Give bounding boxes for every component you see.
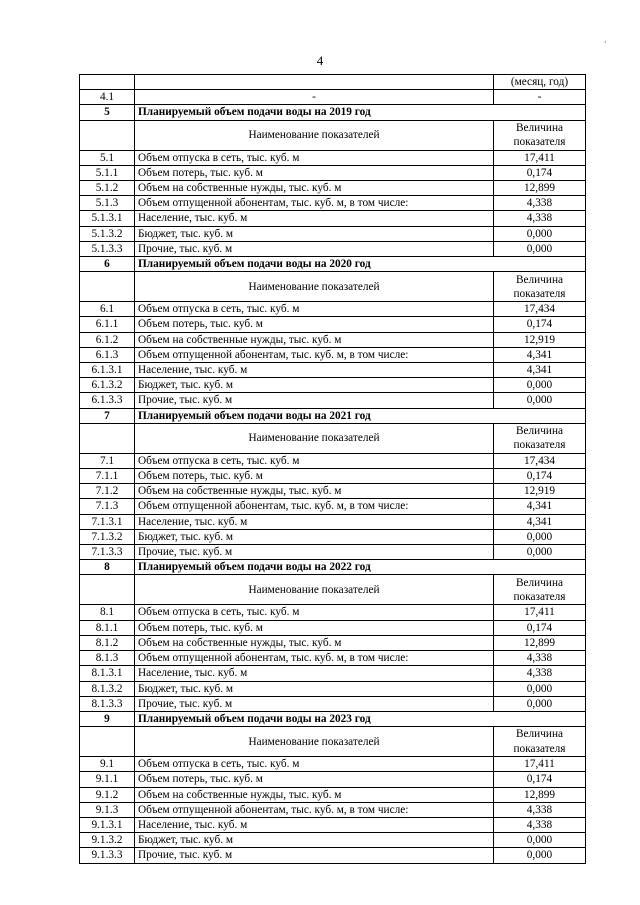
row-number: 5.1.1: [80, 165, 135, 180]
table-row: [80, 772, 586, 787]
table-row: [80, 651, 586, 666]
row-value: 4,341: [494, 514, 586, 529]
column-header-name: Наименование показателей: [135, 423, 494, 453]
row-name: Объем на собственные нужды, тыс. куб. м: [135, 181, 494, 196]
page-number: 4: [316, 53, 324, 68]
row-name: Объем отпущенной абонентам, тыс. куб. м, в том числе:: [135, 499, 494, 514]
row-name: Объем отпуска в сеть, тыс. куб. м: [135, 453, 494, 468]
row-number: 5.1: [80, 150, 135, 165]
column-header-row: [80, 423, 586, 453]
column-header-value: [494, 423, 586, 453]
column-header-value-line1: Величина: [515, 576, 564, 589]
table-row: [80, 241, 586, 256]
row-value: 17,411: [494, 605, 586, 620]
row-number: 8.1.3.2: [80, 681, 135, 696]
row-name: Население, тыс. куб. м: [135, 514, 494, 529]
row-value: 17,411: [494, 150, 586, 165]
row-value: 0,000: [494, 696, 586, 711]
table-row: [80, 605, 586, 620]
column-header-value-line1: Величина: [515, 728, 564, 741]
row-value: 4,338: [494, 651, 586, 666]
row-number: 6.1.3.1: [80, 363, 135, 378]
row-value: 4,338: [494, 196, 586, 211]
table-row: [80, 514, 586, 529]
row-number: 8.1.2: [80, 635, 135, 650]
row-value: 12,919: [494, 332, 586, 347]
row-number: 7.1.1: [80, 469, 135, 484]
column-header-name: Наименование показателей: [135, 727, 494, 757]
row-name: -: [135, 90, 494, 105]
row-name: Объем отпущенной абонентам, тыс. куб. м, в том числе:: [135, 802, 494, 817]
row-name: Бюджет, тыс. куб. м: [135, 833, 494, 848]
row-name: Бюджет, тыс. куб. м: [135, 378, 494, 393]
table-row: [80, 181, 586, 196]
unit-label: (месяц, год): [494, 75, 586, 90]
column-header-value-line1: Величина: [515, 425, 564, 438]
table-row: [80, 529, 586, 544]
table-row: [80, 817, 586, 832]
row-name: Объем на собственные нужды, тыс. куб. м: [135, 635, 494, 650]
row-value: 0,000: [494, 378, 586, 393]
row-value: 12,899: [494, 635, 586, 650]
row-number: 9.1.2: [80, 787, 135, 802]
row-name: Прочие, тыс. куб. м: [135, 696, 494, 711]
header-num-cell: [80, 120, 135, 150]
row-number: 7.1.3.1: [80, 514, 135, 529]
header-num-cell: [80, 423, 135, 453]
column-header-value: [494, 120, 586, 150]
row-name: Объем отпуска в сеть, тыс. куб. м: [135, 757, 494, 772]
row-name: Объем на собственные нужды, тыс. куб. м: [135, 332, 494, 347]
section-number: 8: [80, 560, 135, 575]
row-value: 0,174: [494, 317, 586, 332]
table-row: [80, 469, 586, 484]
row-value: 0,000: [494, 393, 586, 408]
row-number: 8.1.3.1: [80, 666, 135, 681]
row-value: 4,341: [494, 363, 586, 378]
table-row: [80, 363, 586, 378]
table-row: [80, 90, 586, 105]
section-title-row: [80, 711, 586, 726]
table-row: [80, 787, 586, 802]
row-value: 12,899: [494, 787, 586, 802]
table-row: [80, 696, 586, 711]
row-number: 7.1.3.3: [80, 545, 135, 560]
table-row: [80, 484, 586, 499]
column-header-value: [494, 727, 586, 757]
row-name: Объем потерь, тыс. куб. м: [135, 772, 494, 787]
column-header-value-line1: Величина: [515, 121, 564, 134]
section-title: Планируемый объем подачи воды на 2023 год: [135, 711, 586, 726]
unit-row: [80, 75, 586, 90]
row-value: 12,919: [494, 484, 586, 499]
row-number: 8.1.3.3: [80, 696, 135, 711]
row-name: Бюджет, тыс. куб. м: [135, 529, 494, 544]
table-row: [80, 332, 586, 347]
row-name: Население, тыс. куб. м: [135, 211, 494, 226]
column-header-value: [494, 272, 586, 302]
row-number: 9.1.1: [80, 772, 135, 787]
table-row: [80, 226, 586, 241]
table-row: [80, 302, 586, 317]
row-name: Объем отпущенной абонентам, тыс. куб. м, в том числе:: [135, 651, 494, 666]
table-row: [80, 453, 586, 468]
row-number: 7.1.3: [80, 499, 135, 514]
row-value: 0,000: [494, 833, 586, 848]
column-header-value-line2: показателя: [513, 136, 566, 149]
row-value: 0,000: [494, 529, 586, 544]
header-num-cell: [80, 575, 135, 605]
column-header-value: [494, 575, 586, 605]
row-name: Объем отпуска в сеть, тыс. куб. м: [135, 605, 494, 620]
table-row: [80, 211, 586, 226]
section-title: Планируемый объем подачи воды на 2022 год: [135, 560, 586, 575]
column-header-name: Наименование показателей: [135, 575, 494, 605]
column-header-name: Наименование показателей: [135, 272, 494, 302]
row-value: 0,000: [494, 241, 586, 256]
row-value: 0,174: [494, 469, 586, 484]
row-number: 8.1.3: [80, 651, 135, 666]
column-header-value-line2: показателя: [513, 439, 566, 452]
row-number: 5.1.3.2: [80, 226, 135, 241]
table-row: [80, 499, 586, 514]
row-value: 0,174: [494, 772, 586, 787]
table-row: [80, 833, 586, 848]
row-value: 4,338: [494, 211, 586, 226]
row-number: 9.1.3.3: [80, 848, 135, 863]
row-value: 17,434: [494, 302, 586, 317]
section-title: Планируемый объем подачи воды на 2021 год: [135, 408, 586, 423]
row-name: Объем потерь, тыс. куб. м: [135, 469, 494, 484]
row-value: 0,174: [494, 620, 586, 635]
section-number: 7: [80, 408, 135, 423]
column-header-name: Наименование показателей: [135, 120, 494, 150]
header-num-cell: [80, 272, 135, 302]
row-number: 5.1.3.3: [80, 241, 135, 256]
row-name: Объем отпуска в сеть, тыс. куб. м: [135, 302, 494, 317]
column-header-value-line2: показателя: [513, 287, 566, 300]
row-name: Объем потерь, тыс. куб. м: [135, 620, 494, 635]
row-value: 17,434: [494, 453, 586, 468]
unit-row-num: [80, 75, 135, 90]
row-number: 4.1: [80, 90, 135, 105]
row-number: 5.1.3.1: [80, 211, 135, 226]
row-name: Бюджет, тыс. куб. м: [135, 681, 494, 696]
row-name: Объем отпуска в сеть, тыс. куб. м: [135, 150, 494, 165]
row-number: 6.1.3: [80, 347, 135, 362]
row-number: 6.1.3.3: [80, 393, 135, 408]
section-title-row: [80, 408, 586, 423]
scan-speck: ·: [604, 38, 607, 47]
row-name: Население, тыс. куб. м: [135, 666, 494, 681]
table-row: [80, 666, 586, 681]
row-value: 12,899: [494, 181, 586, 196]
row-value: 17,411: [494, 757, 586, 772]
column-header-row: [80, 575, 586, 605]
table-row: [80, 378, 586, 393]
table-row: [80, 620, 586, 635]
row-name: Объем на собственные нужды, тыс. куб. м: [135, 787, 494, 802]
row-name: Объем потерь, тыс. куб. м: [135, 165, 494, 180]
table-row: [80, 681, 586, 696]
header-num-cell: [80, 727, 135, 757]
row-number: 9.1.3.2: [80, 833, 135, 848]
row-name: Объем на собственные нужды, тыс. куб. м: [135, 484, 494, 499]
row-number: 8.1: [80, 605, 135, 620]
row-number: 9.1.3.1: [80, 817, 135, 832]
row-name: Население, тыс. куб. м: [135, 363, 494, 378]
row-name: Прочие, тыс. куб. м: [135, 393, 494, 408]
table-row: [80, 165, 586, 180]
table-row: [80, 196, 586, 211]
row-number: 7.1: [80, 453, 135, 468]
section-title-row: [80, 257, 586, 272]
row-value: 4,338: [494, 802, 586, 817]
table-row: [80, 317, 586, 332]
table-row: [80, 393, 586, 408]
row-number: 5.1.2: [80, 181, 135, 196]
row-name: Прочие, тыс. куб. м: [135, 848, 494, 863]
row-value: 4,341: [494, 347, 586, 362]
row-value: 0,000: [494, 848, 586, 863]
row-value: 0,000: [494, 545, 586, 560]
section-title-row: [80, 560, 586, 575]
table-row: [80, 757, 586, 772]
unit-row-name: [135, 75, 494, 90]
row-value: 0,174: [494, 165, 586, 180]
column-header-value-line1: Величина: [515, 273, 564, 286]
row-number: 5.1.3: [80, 196, 135, 211]
row-name: Прочие, тыс. куб. м: [135, 241, 494, 256]
row-name: Бюджет, тыс. куб. м: [135, 226, 494, 241]
row-value: 0,000: [494, 226, 586, 241]
table-row: [80, 545, 586, 560]
row-name: Население, тыс. куб. м: [135, 817, 494, 832]
row-number: 9.1.3: [80, 802, 135, 817]
section-number: 5: [80, 105, 135, 120]
column-header-value-line2: показателя: [513, 742, 566, 755]
table-row: [80, 802, 586, 817]
row-name: Объем отпущенной абонентам, тыс. куб. м, в том числе:: [135, 347, 494, 362]
row-value: 0,000: [494, 681, 586, 696]
row-number: 6.1: [80, 302, 135, 317]
section-title-row: [80, 105, 586, 120]
row-value: 4,338: [494, 666, 586, 681]
table-row: [80, 150, 586, 165]
row-number: 6.1.1: [80, 317, 135, 332]
table-row: [80, 848, 586, 863]
row-number: 6.1.3.2: [80, 378, 135, 393]
column-header-row: [80, 120, 586, 150]
water-supply-table: [79, 74, 586, 864]
section-title: Планируемый объем подачи воды на 2020 год: [135, 257, 586, 272]
row-number: 8.1.1: [80, 620, 135, 635]
table-row: [80, 635, 586, 650]
section-number: 6: [80, 257, 135, 272]
column-header-value-line2: показателя: [513, 590, 566, 603]
column-header-row: [80, 272, 586, 302]
row-number: 7.1.3.2: [80, 529, 135, 544]
row-value: 4,341: [494, 499, 586, 514]
row-name: Прочие, тыс. куб. м: [135, 545, 494, 560]
row-name: Объем потерь, тыс. куб. м: [135, 317, 494, 332]
section-title: Планируемый объем подачи воды на 2019 год: [135, 105, 586, 120]
row-number: 7.1.2: [80, 484, 135, 499]
row-number: 9.1: [80, 757, 135, 772]
row-number: 6.1.2: [80, 332, 135, 347]
row-value: -: [494, 90, 586, 105]
section-number: 9: [80, 711, 135, 726]
row-value: 4,338: [494, 817, 586, 832]
row-name: Объем отпущенной абонентам, тыс. куб. м, в том числе:: [135, 196, 494, 211]
column-header-row: [80, 727, 586, 757]
table-row: [80, 347, 586, 362]
